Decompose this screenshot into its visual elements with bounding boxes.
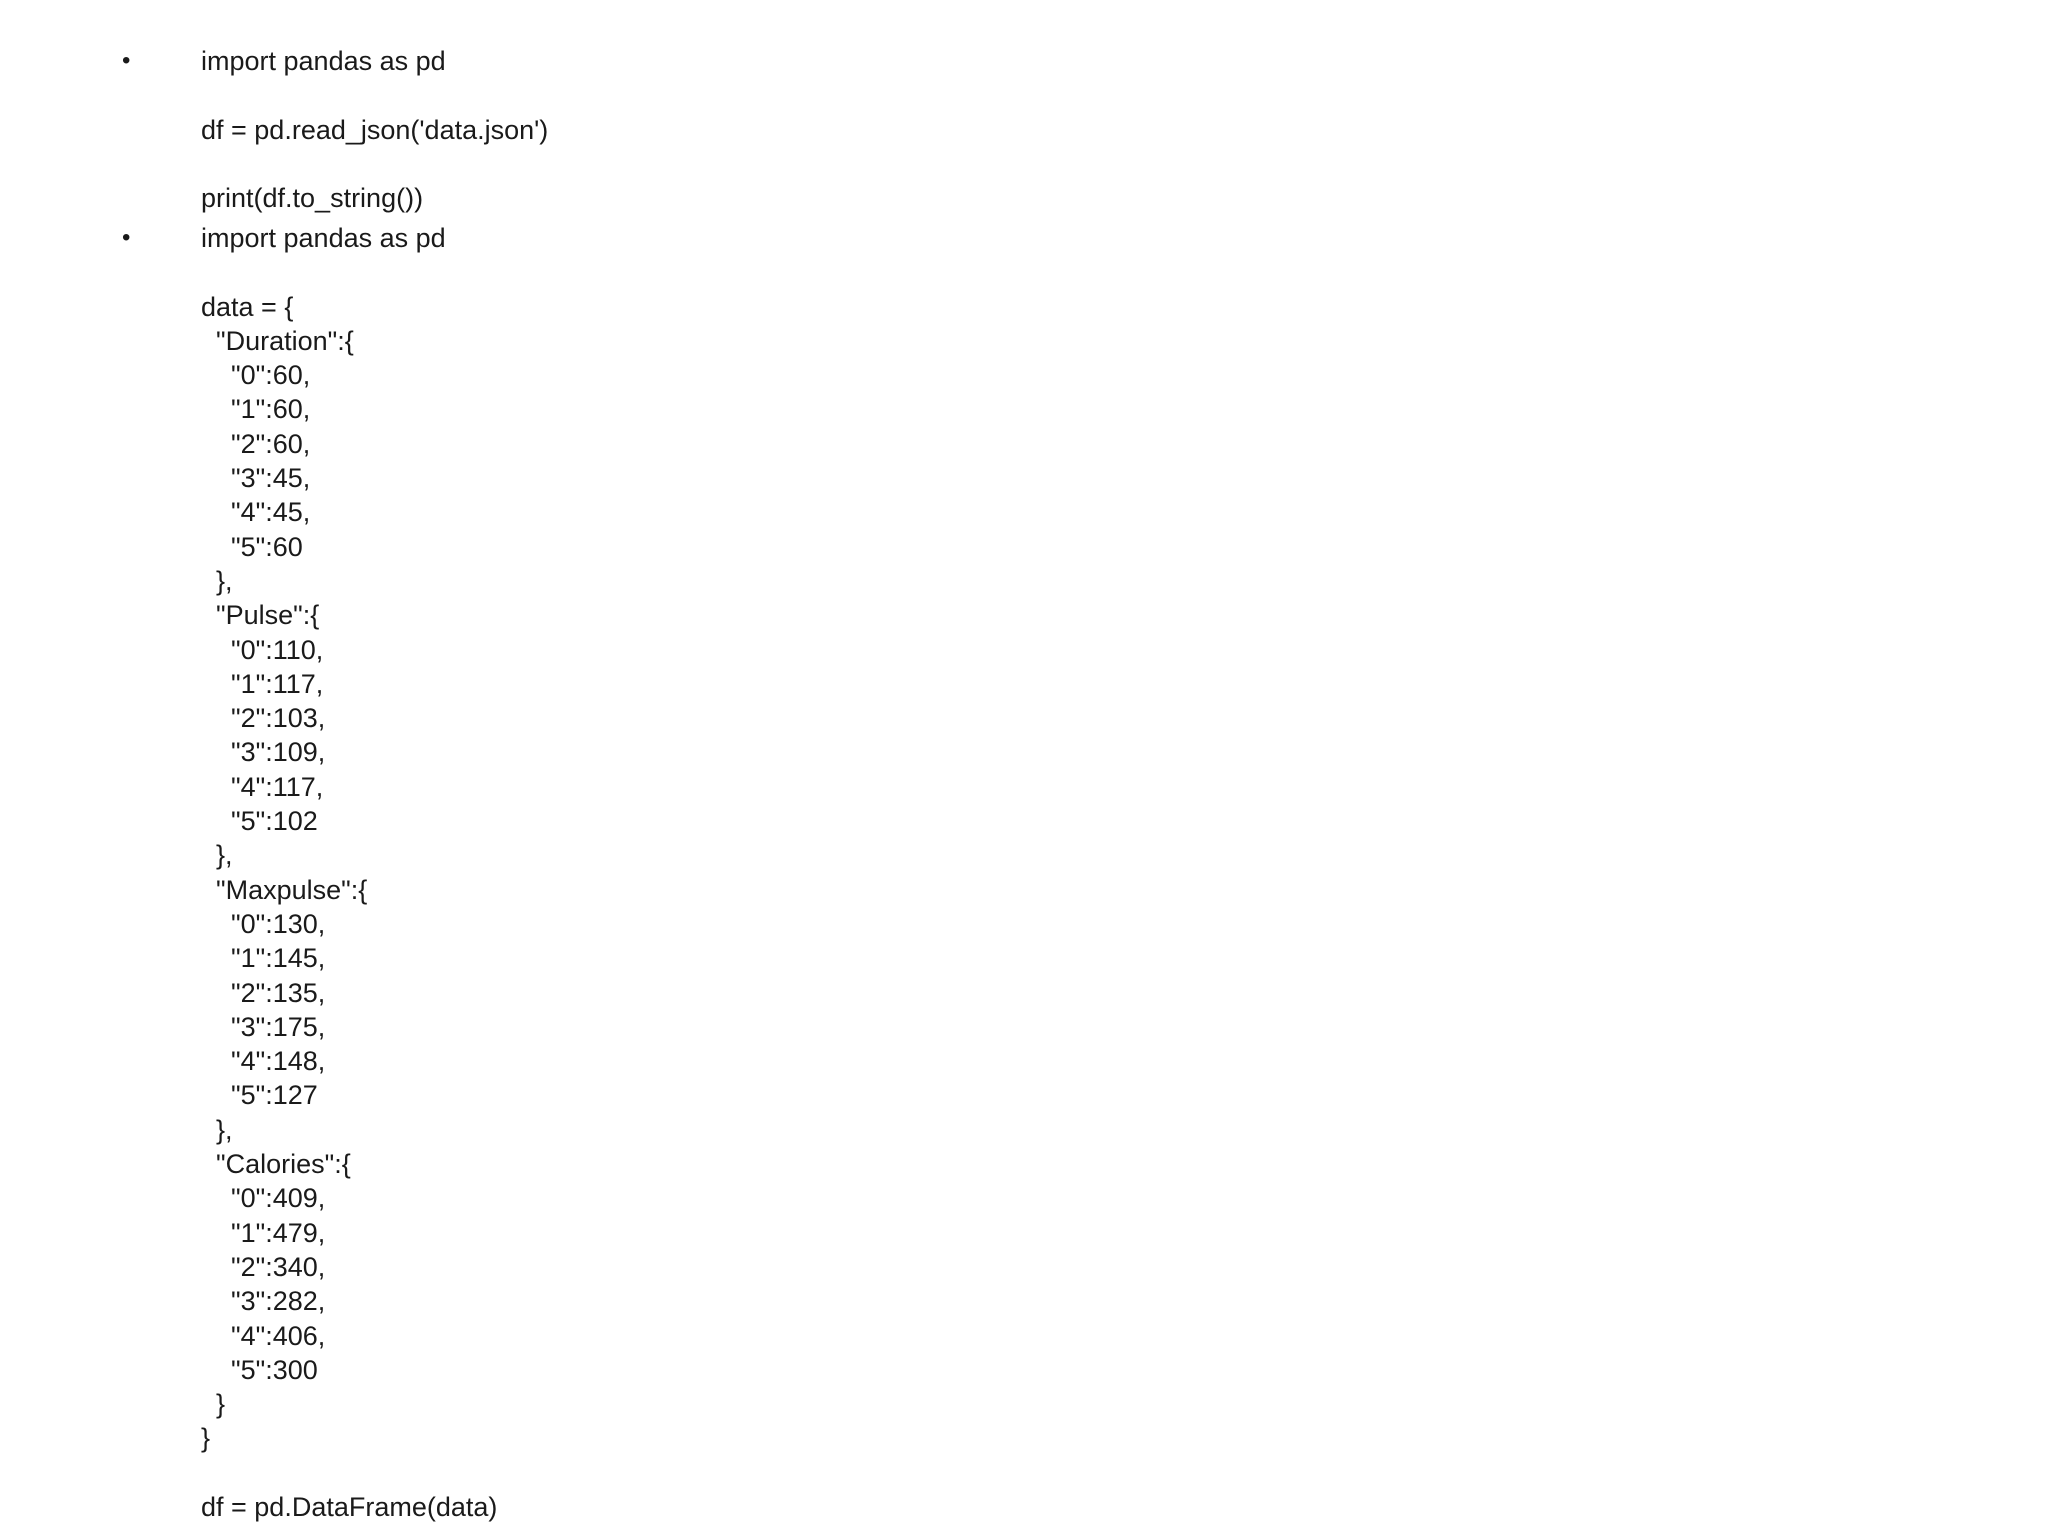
code-line: "1":145, [201,943,326,974]
code-line: "1":60, [201,394,311,425]
code-line: "1":117, [201,668,324,699]
code-line: }, [201,565,233,596]
code-line: } [201,1389,226,1420]
code-line: "0":130, [201,908,326,939]
code-line: data = { [201,291,294,322]
code-line: df = pd.read_json('data.json') [201,114,549,145]
code-line [201,78,548,112]
code-line: "5":127 [201,1080,318,1111]
code-line: "5":300 [201,1354,318,1385]
code-line: } [201,1423,211,1454]
code-line: "4":45, [201,497,311,528]
bullet-marker-1: • [122,47,131,74]
code-line: import pandas as pd [201,223,446,253]
code-block-1 [201,44,548,215]
code-line: "Pulse":{ [201,600,320,631]
code-line: "3":109, [201,737,326,768]
code-line: "0":409, [201,1183,326,1214]
code-line: "2":103, [201,703,326,734]
code-line: "0":60, [201,360,311,391]
code-line: "4":148, [201,1046,326,1077]
code-line: "0":110, [201,634,324,665]
code-line: "3":175, [201,1011,326,1042]
code-block-2 [201,221,497,1524]
code-line [201,255,497,289]
code-line: "5":60 [201,531,303,562]
code-line: "3":282, [201,1286,326,1317]
code-line [201,147,548,181]
code-line: import pandas as pd [201,46,446,76]
code-line: "Duration":{ [201,325,354,356]
code-line: df = pd.DataFrame(data) [201,1491,498,1522]
code-line: "2":135, [201,977,326,1008]
code-line: print(df.to_string()) [201,183,424,214]
code-line: "3":45, [201,463,311,494]
code-line [201,1456,497,1490]
code-line: "Maxpulse":{ [201,874,368,905]
code-line: }, [201,840,233,871]
bullet-marker-2: • [122,224,131,251]
code-line: "4":406, [201,1320,326,1351]
code-line: "5":102 [201,806,318,837]
code-line: "2":60, [201,428,311,459]
code-line: "1":479, [201,1217,326,1248]
code-line: "2":340, [201,1251,326,1282]
code-line: "Calories":{ [201,1149,351,1180]
code-line: "4":117, [201,771,324,802]
code-line: }, [201,1114,233,1145]
